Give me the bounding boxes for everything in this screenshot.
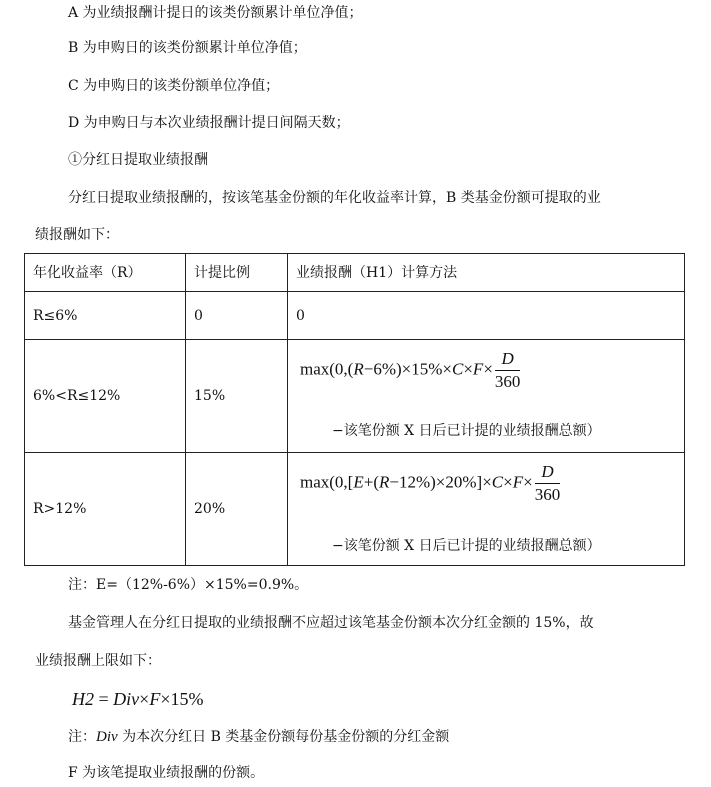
fee-formula-tier-3: max(0,[E+(R−12%)×20%]×C×F× $\frac{D}{360}$: [300, 462, 561, 504]
div-note: 注：Div 为本次分红日 B 类基金份额每份基金份额的分红金额: [68, 729, 450, 745]
intro-line-1: 分红日提取业绩报酬的，按该笔基金份额的年化收益率计算，B 类基金份额可提取的业: [68, 190, 601, 206]
fraction: $\frac{D}{360}$: [494, 349, 521, 391]
definition-d: D 为申购日与本次业绩报酬计提日间隔天数；: [68, 115, 350, 131]
cap-line-1: 基金管理人在分红日提取的业绩报酬不应超过该笔基金份额本次分红金额的 15%，故: [68, 615, 594, 631]
method-cell: 0: [288, 292, 685, 340]
header-method: 业绩报酬（H1）计算方法: [288, 254, 685, 292]
formula-cell: [288, 453, 685, 566]
h2-formula: H2 = Div×F×15%: [72, 689, 204, 709]
ratio-cell: 0: [186, 292, 288, 340]
cap-line-2: 业绩报酬上限如下：: [35, 653, 161, 669]
f-note: F 为该笔提取业绩报酬的份额。: [68, 765, 265, 781]
intro-line-2: 绩报酬如下：: [35, 227, 119, 243]
table-header-row: [25, 254, 685, 292]
note-e: 注：E=（12%-6%）×15%=0.9%。: [68, 577, 309, 593]
range-cell: 6%<R≤12%: [25, 340, 186, 453]
ratio-cell: 15%: [186, 340, 288, 453]
definition-c: C 为申购日的该类份额单位净值；: [68, 78, 280, 94]
table-row: [25, 292, 685, 340]
definition-b: B 为申购日的该类份额累计单位净值；: [68, 40, 307, 56]
range-cell: R≤6%: [25, 292, 186, 340]
header-ratio: 计提比例: [186, 254, 288, 292]
table-row: [25, 453, 685, 566]
fraction: $\frac{D}{360}$: [534, 462, 561, 504]
section-heading: ①分红日提取业绩报酬: [68, 152, 208, 168]
header-annual-return: 年化收益率（R）: [25, 254, 186, 292]
formula-cell: [288, 340, 685, 453]
definition-a: A 为业绩报酬计提日的该类份额累计单位净值；: [68, 5, 363, 21]
ratio-cell: 20%: [186, 453, 288, 566]
fee-formula-tier-2: max(0,(R−6%)×15%×C×F× $\frac{D}{360}$: [300, 349, 521, 391]
range-cell: R>12%: [25, 453, 186, 566]
table-row: [25, 340, 685, 453]
formula-note: −该笔份额 X 日后已计提的业绩报酬总额）: [332, 423, 601, 439]
formula-note: −该笔份额 X 日后已计提的业绩报酬总额）: [332, 538, 601, 554]
performance-fee-table: [24, 253, 685, 566]
